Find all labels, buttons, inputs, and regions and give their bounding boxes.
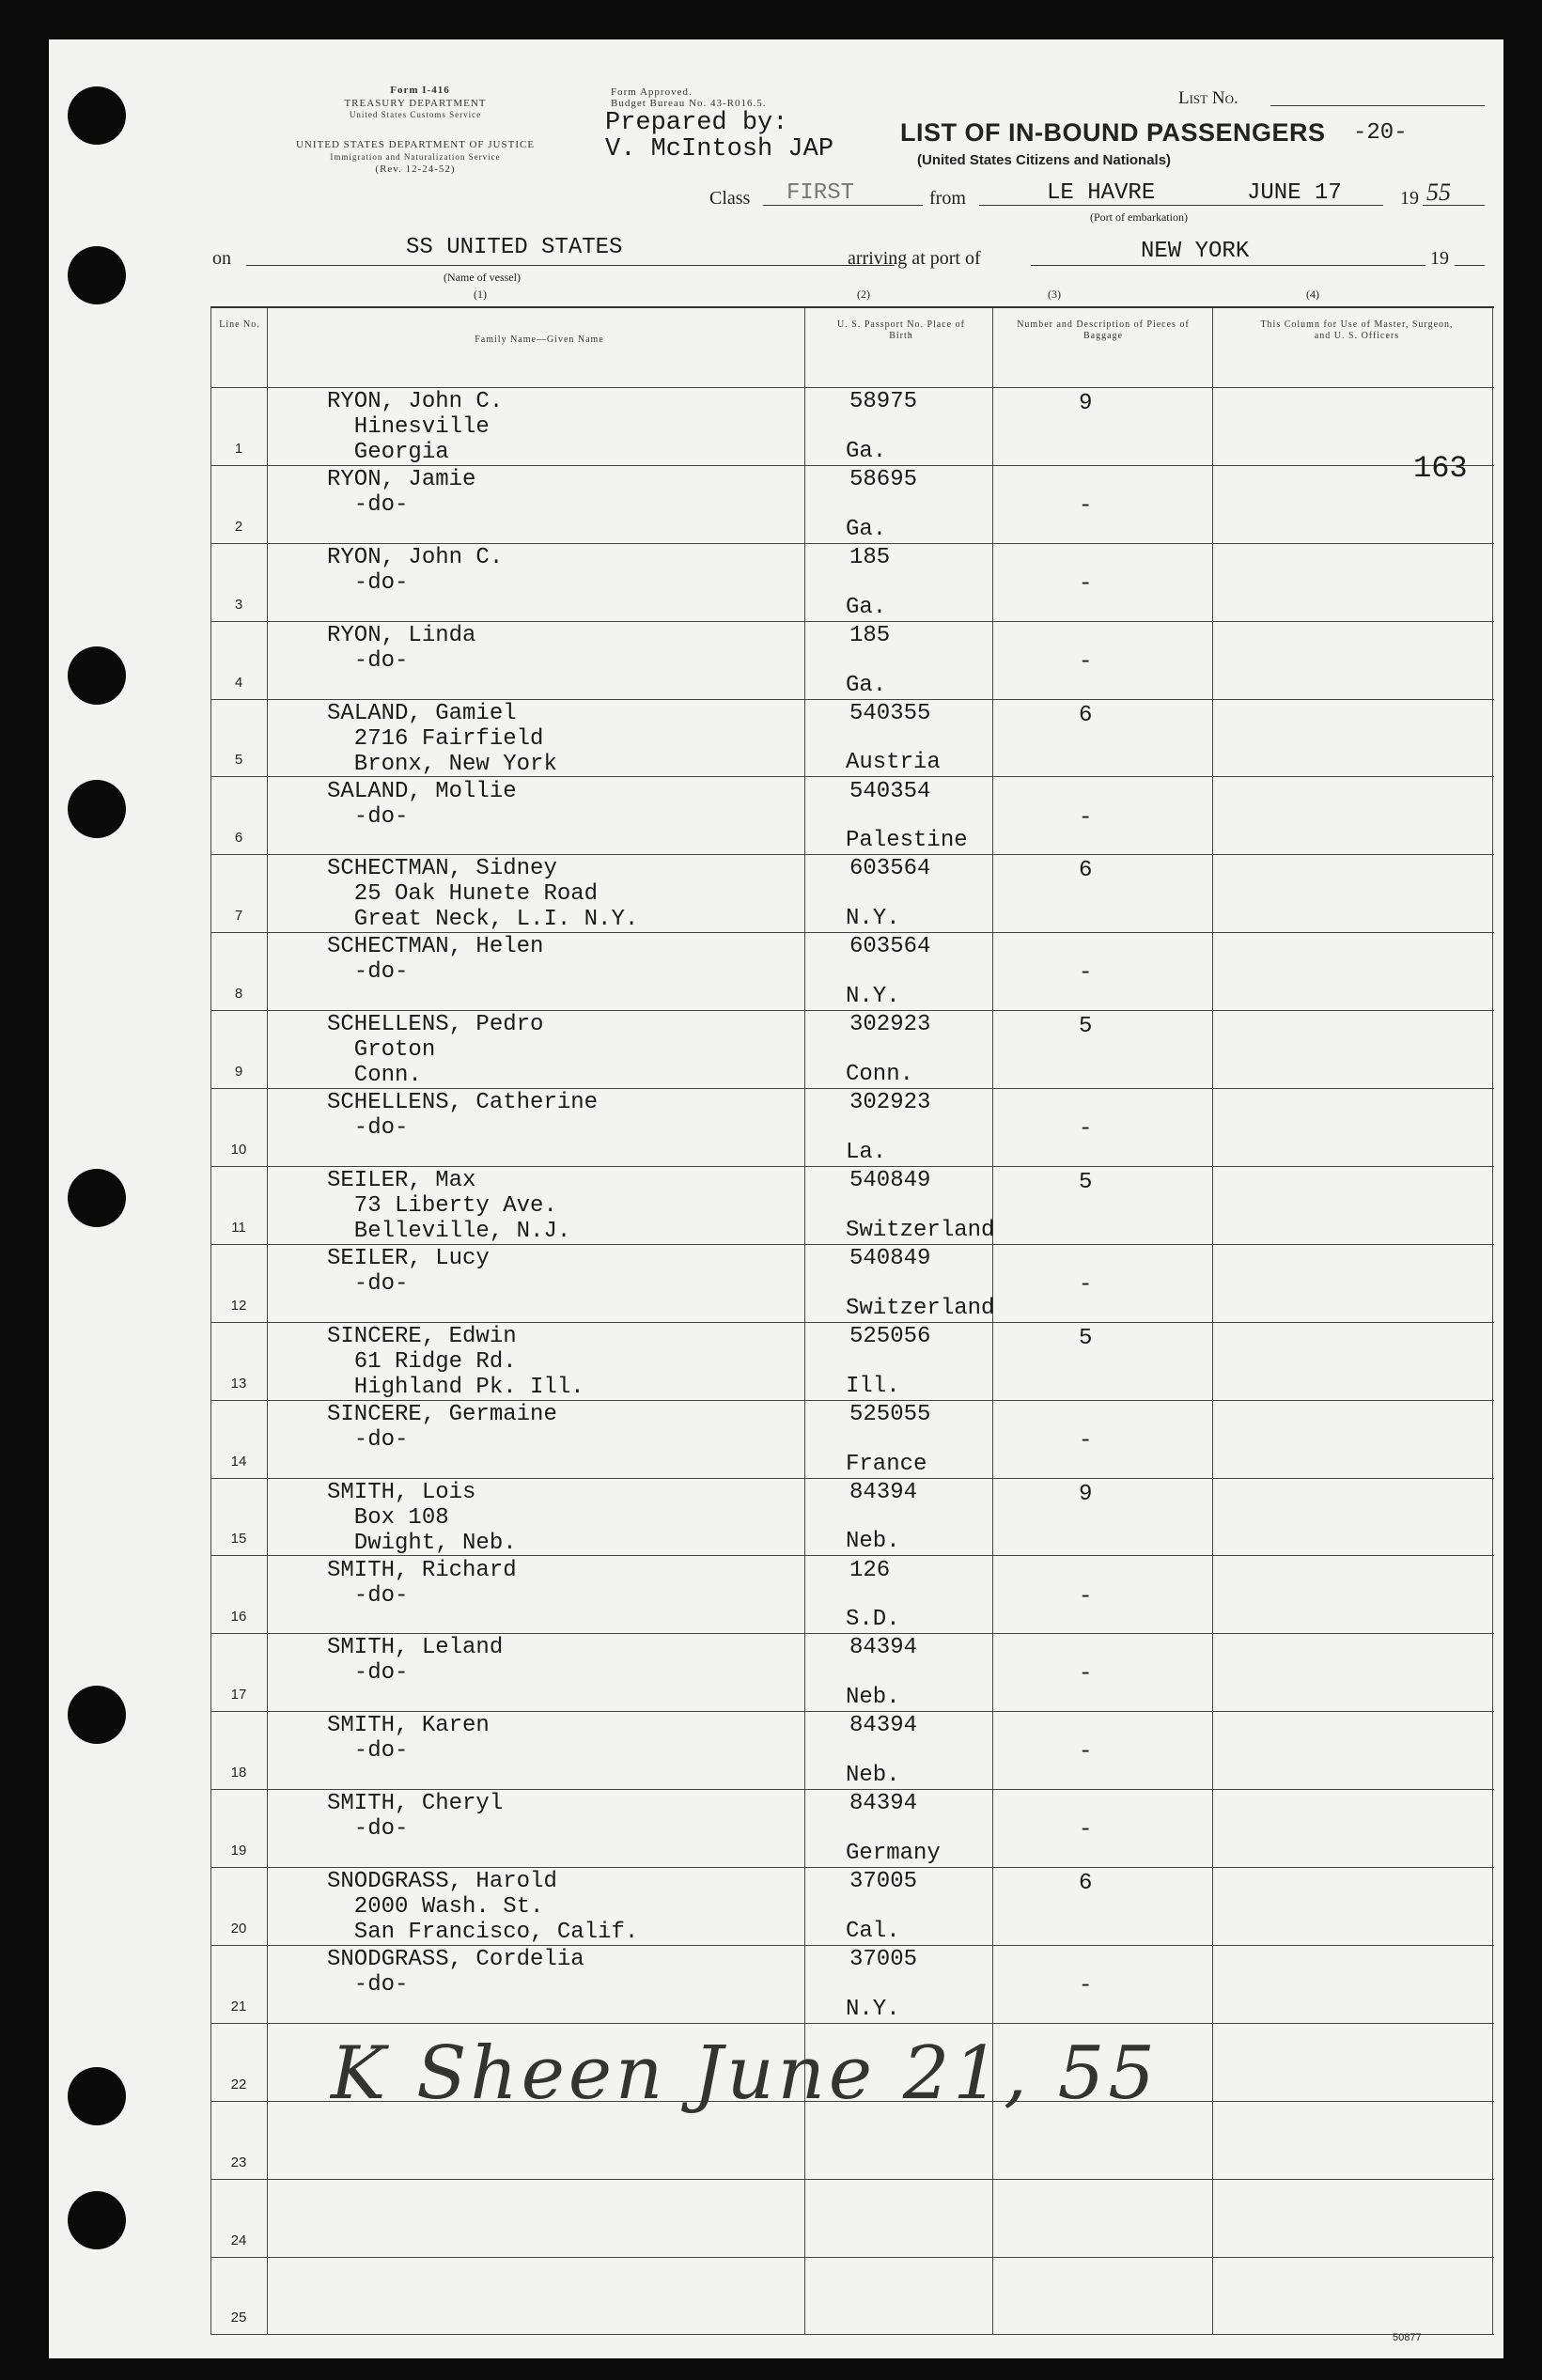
column-index-1: (1) <box>474 288 487 301</box>
passport-number: 540355 <box>849 700 931 726</box>
line-number: 18 <box>230 1765 247 1781</box>
place-of-birth: La. <box>846 1139 887 1165</box>
passport-number: 84394 <box>849 1635 918 1661</box>
line-number: 8 <box>234 986 243 1003</box>
line-number: 24 <box>230 2232 247 2248</box>
from-label: from <box>929 188 966 209</box>
passenger-name: SCHELLENS, Pedro Groton Conn. <box>327 1012 544 1089</box>
place-of-birth: S.D. <box>846 1607 900 1633</box>
binder-hole <box>68 2191 126 2249</box>
line-number: 13 <box>230 1375 247 1392</box>
line-number: 9 <box>234 1064 243 1081</box>
line-number: 4 <box>234 674 243 691</box>
passenger-name: RYON, Linda -do- <box>327 622 476 674</box>
line-number: 21 <box>230 1998 247 2014</box>
place-of-birth: Switzerland <box>846 1295 995 1321</box>
year-prefix: 19 <box>1400 188 1419 209</box>
baggage-count: 5 <box>1079 1014 1093 1040</box>
binder-hole <box>68 1169 126 1227</box>
passenger-name: SMITH, Lois Box 108 Dwight, Neb. <box>327 1479 517 1556</box>
baggage-count: 5 <box>1079 1170 1093 1195</box>
department-line-1: TREASURY DEPARTMENT <box>344 98 487 109</box>
form-number: Form I-416 <box>390 85 450 96</box>
place-of-birth: Neb. <box>846 1763 900 1789</box>
place-of-birth: Neb. <box>846 1685 900 1711</box>
vessel-name: SS UNITED STATES <box>406 235 623 260</box>
line-number: 12 <box>230 1297 247 1314</box>
passenger-name: SMITH, Cheryl -do- <box>327 1791 504 1843</box>
baggage-count: - <box>1079 492 1093 519</box>
passport-number: 58975 <box>849 389 918 414</box>
table-row <box>210 465 1494 544</box>
column-header-name: Family Name—Given Name <box>475 334 604 345</box>
passenger-name: SNODGRASS, Harold 2000 Wash. St. San Francisco, Calif. <box>327 1869 639 1946</box>
table-row <box>210 1867 1494 1946</box>
year-value: 55 <box>1426 179 1451 206</box>
line-number: 17 <box>230 1687 247 1703</box>
line-number: 2 <box>234 518 243 535</box>
passport-number: 185 <box>849 622 891 648</box>
passport-number: 84394 <box>849 1713 918 1739</box>
arrival-port: NEW YORK <box>1141 239 1250 264</box>
baggage-count: - <box>1079 1271 1093 1298</box>
arrival-year-line <box>1455 265 1485 266</box>
from-line <box>979 205 1383 206</box>
baggage-count: - <box>1079 1973 1093 1999</box>
table-row <box>210 387 1494 466</box>
line-number: 1 <box>234 440 243 457</box>
column-header-passport: U. S. Passport No. Place of Birth <box>837 319 965 341</box>
place-of-birth: Neb. <box>846 1529 900 1555</box>
line-number: 6 <box>234 830 243 847</box>
header-row-divider <box>210 308 1494 388</box>
binder-hole <box>68 1686 126 1744</box>
line-number: 3 <box>234 596 243 613</box>
revision: (Rev. 12-24-52) <box>375 163 456 175</box>
passport-number: 525055 <box>849 1401 931 1427</box>
passenger-name: SEILER, Lucy -do- <box>327 1245 490 1297</box>
handwritten-signature: K Sheen June 21, 55 <box>331 2031 1159 2116</box>
table-row <box>210 854 1494 933</box>
line-number: 10 <box>230 1141 247 1158</box>
passenger-table <box>210 306 1494 2334</box>
table-row <box>210 1166 1494 1245</box>
passenger-name: SALAND, Mollie -do- <box>327 778 517 830</box>
place-of-birth: Cal. <box>846 1918 900 1944</box>
column-header-line: Line No. <box>219 319 260 330</box>
form-approved: Form Approved. <box>611 86 693 98</box>
table-row <box>210 1322 1494 1401</box>
table-row <box>210 1556 1494 1635</box>
table-row <box>210 543 1494 622</box>
baggage-count: - <box>1079 804 1093 831</box>
line-number: 23 <box>230 2154 247 2170</box>
binder-hole <box>68 646 126 705</box>
line-number: 16 <box>230 1609 247 1626</box>
class-line <box>763 205 923 206</box>
passport-number: 84394 <box>849 1791 918 1817</box>
passport-number: 37005 <box>849 1947 918 1972</box>
department-line-2: United States Customs Service <box>349 110 482 119</box>
page-marker: -20- <box>1353 120 1408 146</box>
passenger-name: SALAND, Gamiel 2716 Fairfield Bronx, New York <box>327 700 557 777</box>
baggage-count: - <box>1079 1583 1093 1610</box>
place-of-birth: Germany <box>846 1841 941 1867</box>
prepared-by-name: V. McIntosh JAP <box>605 135 834 163</box>
list-no-label: List No. <box>1178 88 1238 108</box>
baggage-count: 5 <box>1079 1325 1093 1351</box>
budget-bureau: Budget Bureau No. 43-R016.5. <box>611 98 767 109</box>
passenger-name: SCHECTMAN, Helen -do- <box>327 934 544 986</box>
baggage-count: 6 <box>1079 702 1093 728</box>
passport-number: 37005 <box>849 1869 918 1895</box>
passenger-name: SINCERE, Germaine -do- <box>327 1401 557 1453</box>
table-row <box>210 699 1494 778</box>
prepared-by-label: Prepared by: <box>605 109 788 137</box>
list-no-line <box>1270 105 1485 106</box>
place-of-birth: N.Y. <box>846 906 900 932</box>
passenger-name: SEILER, Max 73 Liberty Ave. Belleville, N.J. <box>327 1168 571 1244</box>
port-embark-caption: (Port of embarkation) <box>1090 210 1188 224</box>
baggage-count: - <box>1079 1116 1093 1143</box>
place-of-birth: N.Y. <box>846 984 900 1010</box>
passenger-name: SCHELLENS, Catherine -do- <box>327 1090 599 1142</box>
table-row <box>210 777 1494 856</box>
place-of-birth: Ga. <box>846 672 887 698</box>
place-of-birth: Austria <box>846 750 941 776</box>
table-row <box>210 1400 1494 1479</box>
table-row <box>210 1478 1494 1557</box>
table-row <box>210 621 1494 700</box>
line-number: 14 <box>230 1453 247 1470</box>
passport-number: 58695 <box>849 466 918 492</box>
form-subtitle: (United States Citizens and Nationals) <box>917 152 1172 168</box>
line-number: 7 <box>234 908 243 925</box>
passport-number: 540354 <box>849 778 931 804</box>
passport-number: 84394 <box>849 1479 918 1505</box>
department-line-4: Immigration and Naturalization Service <box>330 152 501 162</box>
binder-hole <box>68 2067 126 2125</box>
passport-number: 603564 <box>849 856 931 882</box>
table-row <box>210 1088 1494 1167</box>
binder-hole <box>68 780 126 838</box>
baggage-count: - <box>1079 570 1093 597</box>
place-of-birth: Conn. <box>846 1062 914 1088</box>
passport-number: 603564 <box>849 934 931 960</box>
passenger-name: SCHECTMAN, Sidney 25 Oak Hunete Road Great Neck, L.I. N.Y. <box>327 856 639 933</box>
baggage-count: - <box>1079 960 1093 987</box>
place-of-birth: Ga. <box>846 438 887 464</box>
passport-number: 540849 <box>849 1245 931 1271</box>
baggage-count: 9 <box>1079 1481 1093 1507</box>
passenger-name: RYON, Jamie -do- <box>327 466 476 518</box>
passport-number: 302923 <box>849 1090 931 1116</box>
baggage-count: - <box>1079 1817 1093 1843</box>
arrival-year-label: 19 <box>1430 248 1449 269</box>
line-number: 19 <box>230 1843 247 1859</box>
arriving-label: arriving at port of <box>848 248 981 269</box>
line-number: 20 <box>230 1920 247 1937</box>
passport-number: 126 <box>849 1557 891 1583</box>
line-number: 11 <box>231 1219 246 1236</box>
place-of-birth: Ill. <box>846 1373 900 1399</box>
place-of-birth: Ga. <box>846 594 887 620</box>
baggage-count: - <box>1079 648 1093 675</box>
line-number: 25 <box>230 2310 247 2326</box>
table-row <box>210 1244 1494 1323</box>
column-index-2: (2) <box>857 288 870 301</box>
passenger-name: SMITH, Leland -do- <box>327 1635 504 1687</box>
year-line <box>1423 205 1485 206</box>
passenger-name: SINCERE, Edwin 61 Ridge Rd. Highland Pk. Ill. <box>327 1323 584 1400</box>
place-of-birth: N.Y. <box>846 1996 900 2022</box>
passport-number: 525056 <box>849 1323 931 1349</box>
class-value: FIRST <box>787 180 855 206</box>
passenger-name: SMITH, Richard -do- <box>327 1557 517 1609</box>
line-number: 22 <box>230 2076 247 2092</box>
column-header-officers: This Column for Use of Master, Surgeon, and U. S. Officers <box>1260 319 1454 341</box>
column-header-baggage: Number and Description of Pieces of Baggage <box>1017 319 1190 341</box>
passenger-name: RYON, John C. -do- <box>327 544 504 596</box>
column-index-3: (3) <box>1048 288 1061 301</box>
on-label: on <box>212 248 231 269</box>
line-number: 15 <box>230 1531 247 1548</box>
passenger-name: SMITH, Karen -do- <box>327 1713 490 1765</box>
passport-number: 185 <box>849 544 891 570</box>
form-sheet <box>49 39 1503 2358</box>
table-row <box>210 1711 1494 1790</box>
passport-number: 302923 <box>849 1012 931 1038</box>
passport-number: 540849 <box>849 1168 931 1193</box>
baggage-count: - <box>1079 1661 1093 1688</box>
line-number: 5 <box>234 752 243 769</box>
place-of-birth: Switzerland <box>846 1217 995 1243</box>
table-row <box>210 2179 1494 2258</box>
place-of-birth: Palestine <box>846 828 968 854</box>
vessel-caption: (Name of vessel) <box>444 271 521 284</box>
baggage-count: 9 <box>1079 391 1093 416</box>
binder-hole <box>68 86 126 145</box>
arrival-port-line <box>1031 265 1425 266</box>
from-value: LE HAVRE <box>1047 180 1156 206</box>
table-row <box>210 932 1494 1011</box>
place-of-birth: Ga. <box>846 516 887 542</box>
form-title: LIST OF IN-BOUND PASSENGERS <box>900 118 1326 147</box>
passenger-name: RYON, John C. Hinesville Georgia <box>327 389 504 465</box>
binder-hole <box>68 246 126 304</box>
baggage-count: - <box>1079 1739 1093 1766</box>
table-row <box>210 2257 1494 2336</box>
date-value: JUNE 17 <box>1247 180 1342 206</box>
table-row <box>210 1010 1494 1089</box>
table-row <box>210 1633 1494 1712</box>
class-label: Class <box>709 188 751 209</box>
table-row <box>210 1945 1494 2024</box>
place-of-birth: France <box>846 1451 927 1477</box>
form-code: 50877 <box>1393 2332 1422 2343</box>
baggage-count: 6 <box>1079 858 1093 884</box>
column-index-4: (4) <box>1306 288 1319 301</box>
baggage-count: 6 <box>1079 1871 1093 1897</box>
baggage-count: - <box>1079 1427 1093 1454</box>
vessel-line <box>246 265 895 266</box>
table-row <box>210 1789 1494 1868</box>
officer-note: 163 <box>1413 451 1468 486</box>
department-line-3: UNITED STATES DEPARTMENT OF JUSTICE <box>295 139 536 150</box>
passenger-name: SNODGRASS, Cordelia -do- <box>327 1947 584 1998</box>
